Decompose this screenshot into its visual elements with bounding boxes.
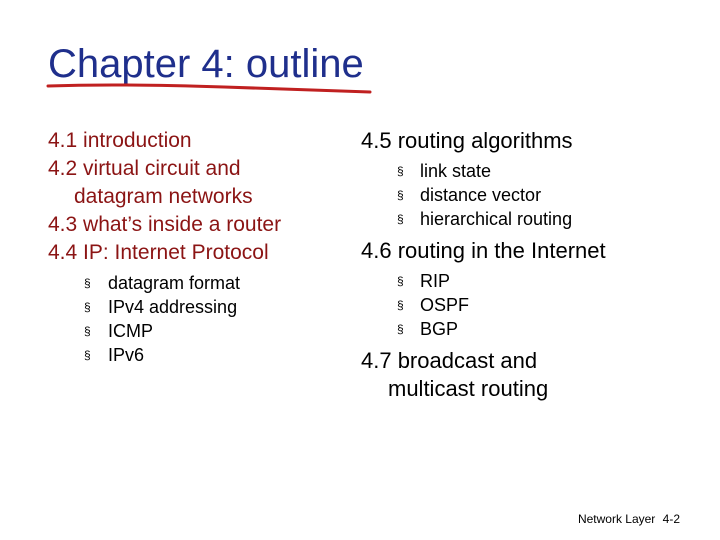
slide-title: Chapter 4: outline: [48, 42, 364, 86]
outline-subitem: [361, 317, 681, 341]
outline-item-4-2: [48, 155, 348, 211]
outline-subitem: [48, 295, 348, 319]
bullet-icon: §: [84, 276, 91, 290]
outline-item-4-3: [48, 211, 348, 239]
outline-subitem-text: BGP: [420, 319, 459, 339]
footer-label: Network Layer: [577, 512, 656, 526]
bullet-icon: §: [397, 212, 404, 226]
bullet-icon: §: [397, 274, 404, 288]
outline-subitem: [48, 343, 348, 367]
outline-item-4-5: [361, 127, 681, 231]
slide-footer: [578, 512, 680, 526]
outline-subitem: [361, 207, 681, 231]
outline-subitem-text: datagram format: [108, 273, 241, 293]
page-number: 4-2: [662, 512, 680, 526]
outline-item-text: 4.2 virtual circuit and: [48, 157, 241, 180]
outline-right-column: [361, 127, 681, 403]
outline-subitem-list: [361, 269, 681, 341]
outline-item-4-6: [361, 237, 681, 341]
bullet-icon: §: [397, 164, 404, 178]
outline-subitem-text: distance vector: [420, 185, 542, 205]
title-underline-decoration: [44, 80, 374, 96]
outline-subitem: [361, 183, 681, 207]
outline-subitem: [361, 159, 681, 183]
outline-item-text: 4.7 broadcast and: [361, 348, 538, 373]
outline-subitem: [361, 293, 681, 317]
bullet-icon: §: [397, 298, 404, 312]
outline-subitem-list: [48, 271, 348, 367]
outline-left-column: [48, 127, 348, 373]
bullet-icon: §: [397, 322, 404, 336]
outline-subitem: [48, 271, 348, 295]
outline-subitem: [361, 269, 681, 293]
outline-item-text: 4.4 IP: Internet Protocol: [48, 241, 269, 264]
outline-subitem-text: OSPF: [420, 295, 470, 315]
outline-item-4-7: [361, 347, 681, 403]
outline-subitem-text: link state: [420, 161, 492, 181]
outline-subitem-text: hierarchical routing: [420, 209, 573, 229]
outline-item-text: 4.5 routing algorithms: [361, 128, 573, 153]
outline-item-text-continued: multicast routing: [388, 376, 549, 401]
outline-item-text-continued: datagram networks: [74, 185, 253, 208]
bullet-icon: §: [84, 300, 91, 314]
outline-subitem-text: IPv4 addressing: [108, 297, 238, 317]
outline-item-text: 4.6 routing in the Internet: [361, 238, 606, 263]
bullet-icon: §: [84, 348, 91, 362]
outline-subitem-text: RIP: [420, 271, 451, 291]
bullet-icon: §: [84, 324, 91, 338]
outline-item-4-4: [48, 239, 348, 367]
outline-item-text: 4.3 what’s inside a router: [48, 213, 282, 236]
outline-item-4-1: [48, 127, 348, 155]
outline-subitem-text: IPv6: [108, 345, 145, 365]
outline-subitem-text: ICMP: [108, 321, 153, 341]
bullet-icon: §: [397, 188, 404, 202]
outline-subitem: [48, 319, 348, 343]
outline-subitem-list: [361, 159, 681, 231]
outline-item-text: 4.1 introduction: [48, 129, 192, 152]
